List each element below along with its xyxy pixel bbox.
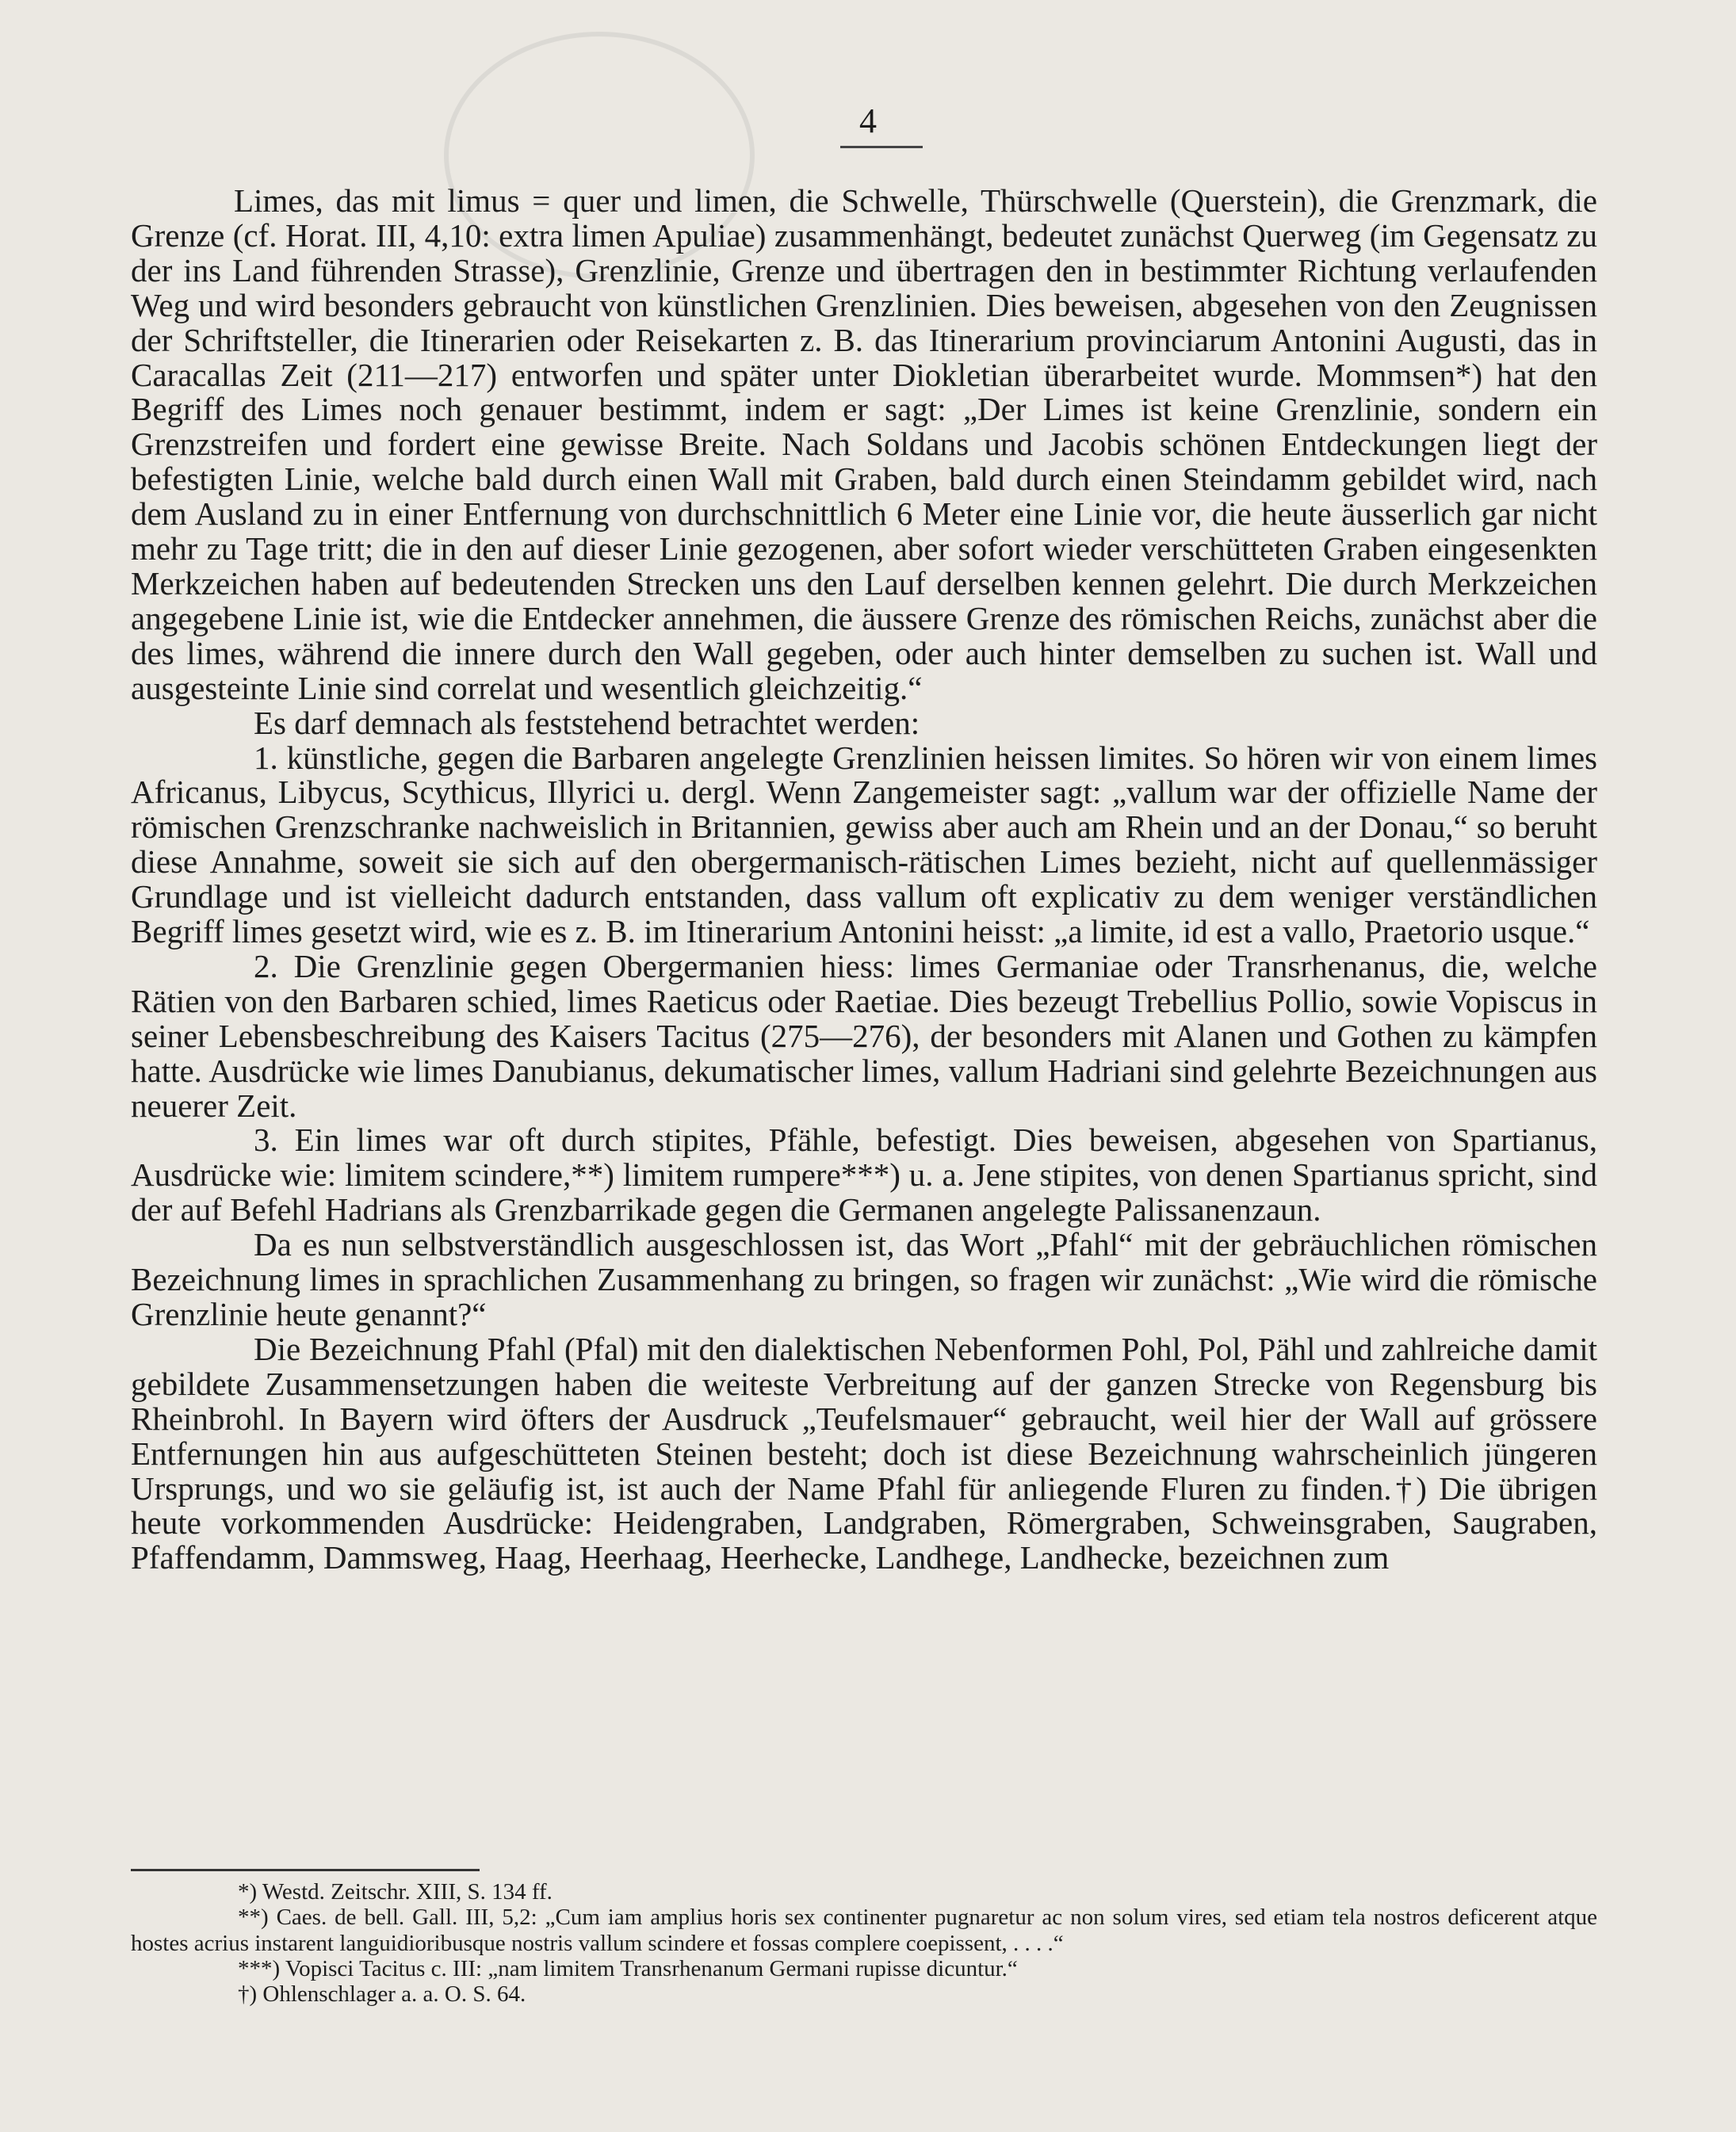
footnote-4: †) Ohlenschlager a. a. O. S. 64.	[238, 1981, 526, 2008]
footnote-3: ***) Vopisci Tacitus c. III: „nam limitem Transrhenanum Germani rupisse dicuntur.“	[238, 1955, 1018, 1981]
paragraph-pfahl-question: Da es nun selbstverständlich ausgeschlossen ist, das Wort „Pfahl“ mit der gebräuchlichen römischen Bezeichnung limes in sprachlichen Zusammenhang zu bringen, so fragen wir zunächst: „Wie wird die römische Grenzlinie heute genannt?“	[131, 1226, 1597, 1332]
footnote-divider	[131, 1869, 480, 1871]
footnote-1: *) Westd. Zeitschr. XIII, S. 134 ff.	[238, 1879, 553, 1905]
paragraph-point-2: 2. Die Grenzlinie gegen Obergermanien hiess: limes Germaniae oder Transrhenanus, die, welche Rätien von den Barbaren schied, limes Raeticus oder Raetiae. Dies bezeugt Trebellius Pollio, sowie Vopiscus in seiner Lebensbeschreibung des Kaisers Tacitus (275—276), der besonders mit Alanen und Gothen zu kämpfen hatte. Ausdrücke wie limes Danubianus, dekumatischer limes, vallum Hadriani sind gelehrte Bezeichnungen aus neuerer Zeit.	[131, 947, 1597, 1124]
paragraph-summary-intro: Es darf demnach als feststehend betrachtet werden:	[254, 704, 920, 741]
paragraph-point-3: 3. Ein limes war oft durch stipites, Pfähle, befestigt. Dies beweisen, abgesehen von Spartianus, Ausdrücke wie: limitem scindere,**) limitem rumpere***) u. a. Jene stipites, von denen Spartianus spricht, sind der auf Befehl Hadrians als Grenzbarrikade gegen die Germanen angelegte Palissanenzaun.	[131, 1121, 1597, 1228]
paragraph-pfahl-names: Die Bezeichnung Pfahl (Pfal) mit den dialektischen Nebenformen Pohl, Pol, Pähl und zahlreiche damit gebildete Zusammensetzungen haben die weiteste Verbreitung auf der ganzen Strecke von Regensburg bis Rheinbrohl. In Bayern wird öfters der Ausdruck „Teufelsmauer“ gebraucht, weil hier der Wall auf grössere Entfernungen hin aus aufgeschütteten Steinen besteht; doch ist diese Bezeichnung wahrscheinlich jüngeren Ursprungs, und wo sie geläufig ist, ist auch der Name Pfahl für anliegende Fluren zu finden.†) Die übrigen heute vorkommenden Ausdrücke: Heidengraben, Landgraben, Römergraben, Schweinsgraben, Saugraben, Pfaffendamm, Dammsweg, Haag, Heerhaag, Heerhecke, Landhege, Landhecke, bezeichnen zum	[131, 1330, 1597, 1576]
paragraph-point-1: 1. künstliche, gegen die Barbaren angelegte Grenzlinien heissen limites. So hören wir von einem limes Africanus, Libycus, Scythicus, Illyrici u. dergl. Wenn Zangemeister sagt: „vallum war der offizielle Name der römischen Grenzschranke nachweislich in Britannien, gewiss aber auch am Rhein und an der Donau,“ so beruht diese Annahme, soweit sie sich auf den obergermanisch-rätischen Limes bezieht, nicht auf quellenmässiger Grundlage und ist vielleicht dadurch entstanden, dass vallum oft explicativ zu dem weniger verständlichen Begriff limes gesetzt wird, wie es z. B. im Itinerarium Antonini heisst: „a limite, id est a vallo, Praetorio usque.“	[131, 739, 1597, 950]
body-text	[131, 184, 1597, 1576]
footnote-2: **) Caes. de bell. Gall. III, 5,2: „Cum iam amplius horis sex continenter pugnaretur ac non solum vires, sed etiam tela nostros deficerent atque hostes acrius instarent languidioribusque nostris vallum scindere et fossas complere coepissent, . . . .“	[131, 1905, 1597, 1956]
paragraph-limes-definition: Limes, das mit limus = quer und limen, die Schwelle, Thürschwelle (Querstein), die Grenzmark, die Grenze (cf. Horat. III, 4,10: extra limen Apuliae) zusammenhängt, bedeutet zunächst Querweg (im Gegensatz zu der ins Land führenden Strasse), Grenzlinie, Grenze und übertragen den in bestimmter Richtung verlaufenden Weg und wird besonders gebraucht von künstlichen Grenzlinien. Dies beweisen, abgesehen von den Zeugnissen der Schriftsteller, die Itinerarien oder Reisekarten z. B. das Itinerarium provinciarum Antonini Augusti, das in Caracallas Zeit (211—217) entworfen und später unter Diokletian überarbeitet wurde. Mommsen*) hat den Begriff des Limes noch genauer bestimmt, indem er sagt: „Der Limes ist keine Grenzlinie, sondern ein Grenzstreifen und fordert eine gewisse Breite. Nach Soldans und Jacobis schönen Entdeckungen liegt der befestigten Linie, welche bald durch einen Wall mit Graben, bald durch einen Steindamm gebildet wird, nach dem Ausland zu in einer Entfernung von durchschnittlich 6 Meter eine Linie vor, die heute äusserlich gar nicht mehr zu Tage tritt; die in den auf dieser Linie gezogenen, aber sofort wieder verschütteten Graben eingesenkten Merkzeichen haben auf bedeutenden Strecken uns den Lauf derselben kennen gelehrt. Die durch Merkzeichen angegebene Linie ist, wie die Entdecker annehmen, die äussere Grenze des römischen Reichs, zunächst aber die des limes, während die innere durch den Wall gegeben, oder auch hinter demselben zu suchen ist. Wall und ausgesteinte Linie sind correlat und wesentlich gleichzeitig.“	[131, 182, 1597, 706]
page-number: 4	[859, 101, 877, 140]
page-number-underline	[840, 146, 923, 148]
footnotes	[131, 1879, 1597, 2007]
